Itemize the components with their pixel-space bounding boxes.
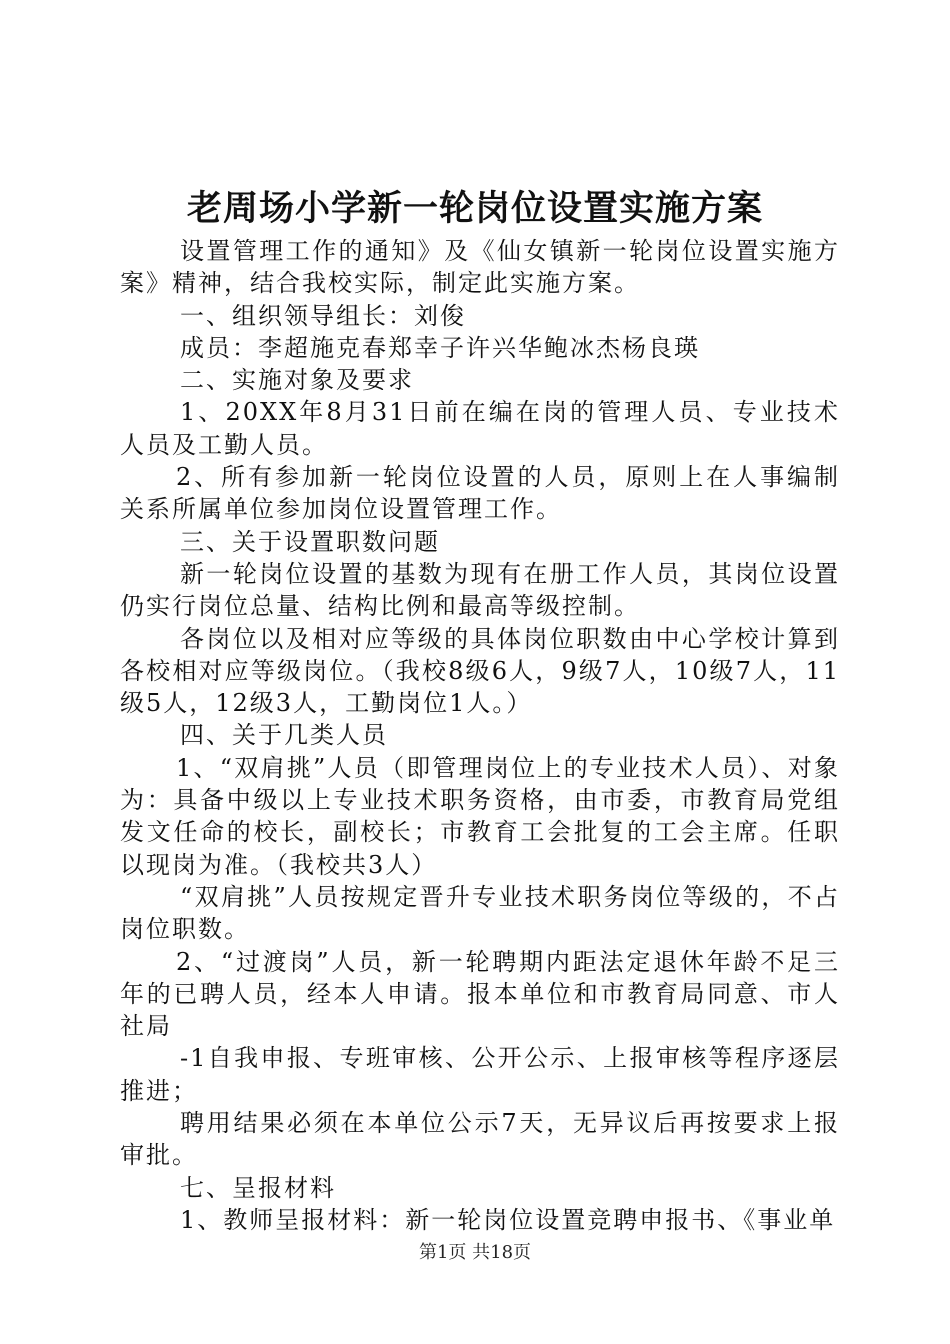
page-footer: 第1页 共18页 — [418, 1242, 532, 1263]
paragraph: 一、组织领导组长：刘俊 — [180, 301, 466, 330]
paragraph: 设置管理工作的通知》及《仙女镇新一轮岗位设置实施方案》精神，结合我校实际，制定此实施方案。 — [120, 237, 840, 298]
document-title: 老周场小学新一轮岗位设置实施方案 — [186, 188, 763, 229]
paragraph: 2、“过渡岗”人员，新一轮聘期内距法定退休年龄不足三年的已聘人员，经本人申请。报本单位和市教育局同意、市人社局 — [120, 947, 840, 1041]
paragraph: -1自我申报、专班审核、公开公示、上报审核等程序逐层推进； — [120, 1044, 840, 1105]
paragraph: 七、呈报材料 — [180, 1173, 336, 1202]
paragraph: “双肩挑”人员按规定晋升专业技术职务岗位等级的，不占岗位职数。 — [120, 882, 840, 944]
paragraph: 1、教师呈报材料：新一轮岗位设置竞聘申报书、《事业单 — [180, 1205, 836, 1234]
paragraph: 聘用结果必须在本单位公示7天，无异议后再按要求上报审批。 — [120, 1109, 840, 1170]
document-body — [120, 235, 840, 1236]
paragraph: 各岗位以及相对应等级的具体岗位职数由中心学校计算到各校相对应等级岗位。（我校8级6人，9级7人，10级7人，11级5人，12级3人，工勤岗位1人。） — [120, 624, 840, 718]
paragraph: 三、关于设置职数问题 — [180, 527, 440, 556]
paragraph: 1、“双肩挑”人员（即管理岗位上的专业技术人员）、对象为：具备中级以上专业技术职务资格，由市委，市教育局党组发文任命的校长，副校长；市教育工会批复的工会主席。任职以现岗为准。（我校共3人） — [120, 753, 840, 879]
paragraph: 四、关于几类人员 — [180, 721, 388, 750]
paragraph: 1、20XX年8月31日前在编在岗的管理人员、专业技术人员及工勤人员。 — [120, 398, 840, 459]
paragraph: 2、所有参加新一轮岗位设置的人员，原则上在人事编制关系所属单位参加岗位设置管理工作。 — [120, 463, 840, 524]
paragraph: 二、实施对象及要求 — [180, 366, 414, 395]
paragraph: 成员：李超施克春郑幸子许兴华鲍冰杰杨良瑛 — [180, 333, 700, 362]
paragraph: 新一轮岗位设置的基数为现有在册工作人员，其岗位设置仍实行岗位总量、结构比例和最高等级控制。 — [120, 559, 840, 621]
